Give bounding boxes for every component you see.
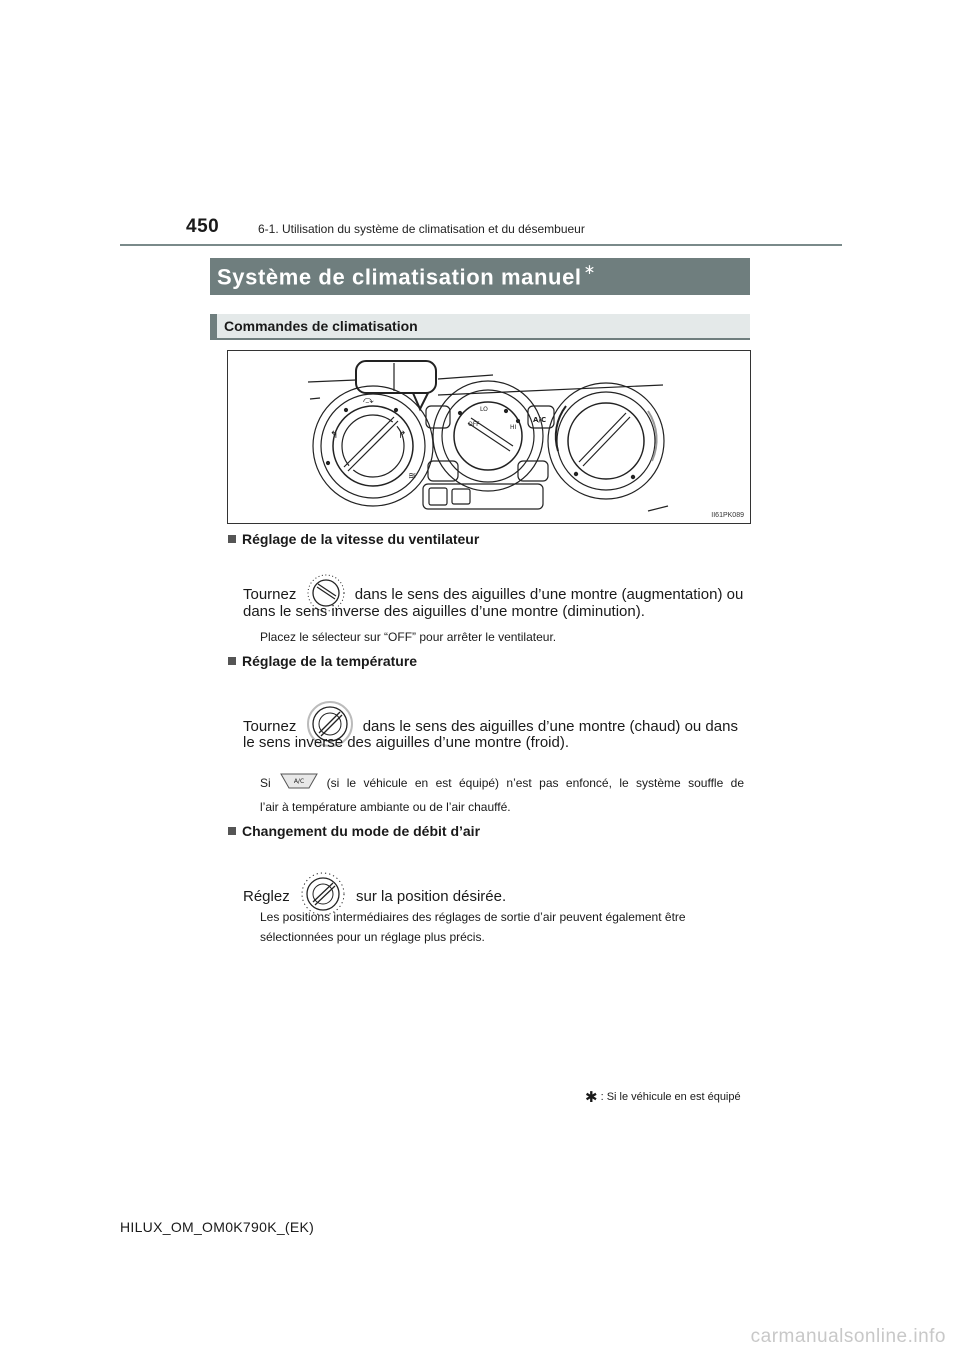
airflow-note-line1: Les positions intermédiaires des réglages de sortie d’air peuvent également être [260, 910, 686, 924]
chapter-title: 6-1. Utilisation du système de climatisation et du désembueur [258, 222, 585, 236]
heading-airflow-mode [228, 823, 480, 839]
bullet-square [228, 827, 236, 835]
svg-text:↰: ↰ [330, 430, 339, 441]
heading-temperature-text: Réglage de la température [242, 653, 418, 669]
subsection-title: Commandes de climatisation [224, 318, 418, 334]
svg-text:≋: ≋ [408, 471, 417, 482]
page-number: 450 [186, 216, 220, 237]
bullet-square [228, 535, 236, 543]
subsection-accent [210, 314, 217, 338]
document-id: HILUX_OM_OM0K790K_(EK) [120, 1219, 315, 1235]
fan-speed-note: Placez le sélecteur sur “OFF” pour arrêter le ventilateur. [260, 630, 557, 644]
watermark: carmanualsonline.info [750, 1326, 946, 1347]
temperature-note-end: (si le véhicule en est équipé) n’est pas enfoncé, le système souffle de [326, 775, 744, 790]
header-divider [120, 244, 842, 246]
bullet-square [228, 657, 236, 665]
footnote-text: : Si le véhicule en est équipé [600, 1091, 741, 1103]
airflow-line1-end: sur la position désirée. [356, 888, 507, 905]
figure-label-off: OFF [468, 421, 480, 428]
ac-button-label: A/C [293, 778, 304, 785]
heading-fan-speed [228, 531, 479, 547]
heading-temperature [228, 653, 417, 669]
temperature-line1-start: Tournez [243, 718, 297, 735]
fan-speed-line1-end: dans le sens des aiguilles d’une montre (augmentation) ou [354, 586, 744, 603]
section-title [217, 263, 596, 290]
temperature-note-start: Si [260, 775, 271, 790]
figure-label-lo: LO [480, 406, 488, 413]
svg-text:↱: ↱ [398, 430, 407, 441]
heading-fan-speed-text: Réglage de la vitesse du ventilateur [242, 531, 480, 547]
heading-airflow-mode-text: Changement du mode de débit d’air [242, 823, 481, 839]
section-title-text: Système de climatisation manuel [217, 264, 582, 290]
fan-speed-line1-start: Tournez [243, 586, 297, 603]
fan-speed-line2: dans le sens inverse des aiguilles d’une montre (diminution). [243, 603, 645, 620]
svg-text:⤼: ⤼ [363, 395, 374, 406]
figure-label-hi: HI [510, 424, 517, 431]
climate-panel-illustration [228, 351, 750, 523]
section-title-bar [210, 258, 750, 295]
airflow-line1-start: Réglez [243, 888, 290, 905]
temperature-line2: le sens inverse des aiguilles d’une montre (froid). [243, 734, 569, 751]
figure-label-ac: A/C [533, 416, 547, 424]
section-title-marker: ∗ [583, 261, 596, 277]
figure-code: II61PK089 [711, 512, 744, 519]
footnote-marker: ✱ [585, 1089, 598, 1106]
climate-control-figure [227, 350, 751, 524]
airflow-note-line2: sélectionnées pour un réglage plus précis. [260, 930, 485, 944]
temperature-line1-end: dans le sens des aiguilles d’une montre (chaud) ou dans [362, 718, 738, 735]
footnote [585, 1088, 741, 1106]
temperature-note-line2: l’air à température ambiante ou de l’air chauffé. [260, 800, 511, 814]
subsection-bar [210, 314, 750, 340]
temperature-note-line1 [260, 772, 744, 793]
ac-button-icon [279, 772, 319, 793]
